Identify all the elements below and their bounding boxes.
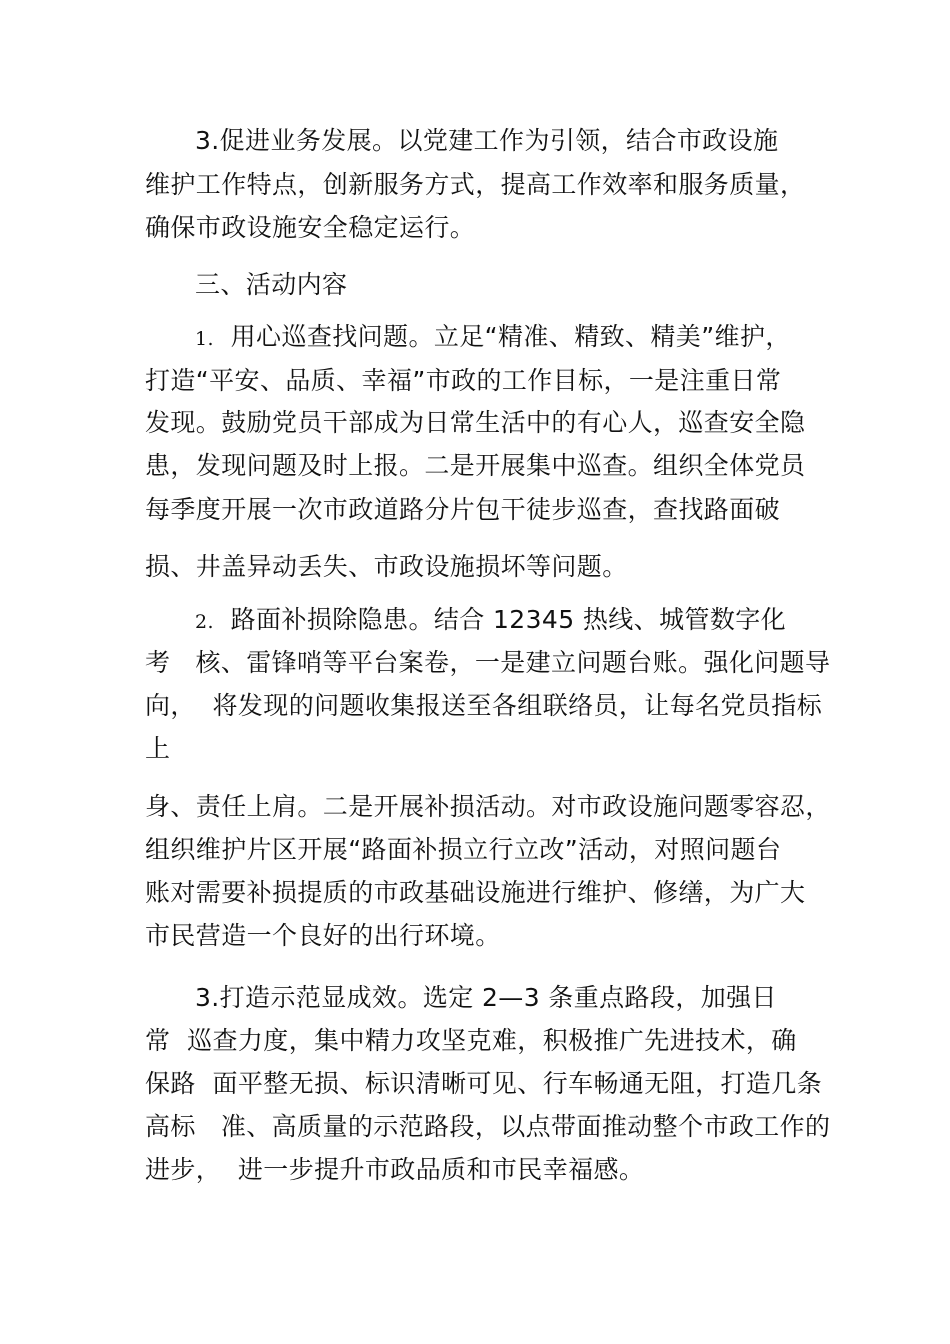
para-3-line-1: 3.促进业务发展。以党建工作为引领，结合市政设施 [195, 126, 779, 155]
item-1-line-2: 打造“平安、品质、幸福”市政的工作目标，一是注重日常 [145, 366, 782, 395]
item-3-line-5: 进步， 进一步提升市政品质和市民幸福感。 [145, 1155, 645, 1184]
item-1-line-4: 患，发现问题及时上报。二是开展集中巡查。组织全体党员 [145, 451, 806, 480]
item-2-line-7: 账对需要补损提质的市政基础设施进行维护、修缮，为广大 [145, 878, 806, 907]
item-2-line-1 [195, 604, 786, 638]
item-3-line-4: 高标 准、高质量的示范路段，以点带面推动整个市政工作的 [145, 1112, 831, 1141]
item-2-line-6: 组织维护片区开展“路面补损立行立改”活动，对照问题台 [145, 835, 782, 864]
item-1-line-6: 损、井盖异动丢失、市政设施损坏等问题。 [145, 552, 628, 581]
item-1-line-1 [195, 321, 791, 355]
item-2-line-4: 上 [145, 734, 171, 763]
item-2-line-3: 向， 将发现的问题收集报送至各组联络员，让每名党员指标 [145, 691, 823, 720]
item-3-line-1: 3.打造示范显成效。选定 2—3 条重点路段，加强日 [195, 983, 777, 1012]
item-1-line-5: 每季度开展一次市政道路分片包干徒步巡查，查找路面破 [145, 495, 781, 524]
para-3-line-3: 确保市政设施安全稳定运行。 [145, 213, 476, 242]
item-2-line-8: 市民营造一个良好的出行环境。 [145, 921, 501, 950]
item-2-line-5: 身、责任上肩。二是开展补损活动。对市政设施问题零容忍， [145, 792, 831, 821]
item-2-line-2: 考 核、雷锋哨等平台案卷，一是建立问题台账。强化问题导 [145, 648, 831, 677]
item-1-number: 1. [195, 328, 214, 350]
item-1-line-3: 发现。鼓励党员干部成为日常生活中的有心人，巡查安全隐 [145, 408, 806, 437]
para-3-line-2: 维护工作特点，创新服务方式，提高工作效率和服务质量， [145, 170, 806, 199]
item-2-text: 路面补损除隐患。结合 12345 热线、城管数字化 [230, 605, 787, 634]
section-heading: 三、活动内容 [195, 270, 348, 299]
item-1-text: 用心巡查找问题。立足“精准、精致、精美”维护， [230, 322, 791, 351]
item-2-number: 2. [195, 611, 214, 633]
item-3-line-3: 保路 面平整无损、标识清晰可见、行车畅通无阻，打造几条 [145, 1069, 823, 1098]
item-3-line-2: 常 巡查力度，集中精力攻坚克难，积极推广先进技术，确 [145, 1026, 797, 1055]
